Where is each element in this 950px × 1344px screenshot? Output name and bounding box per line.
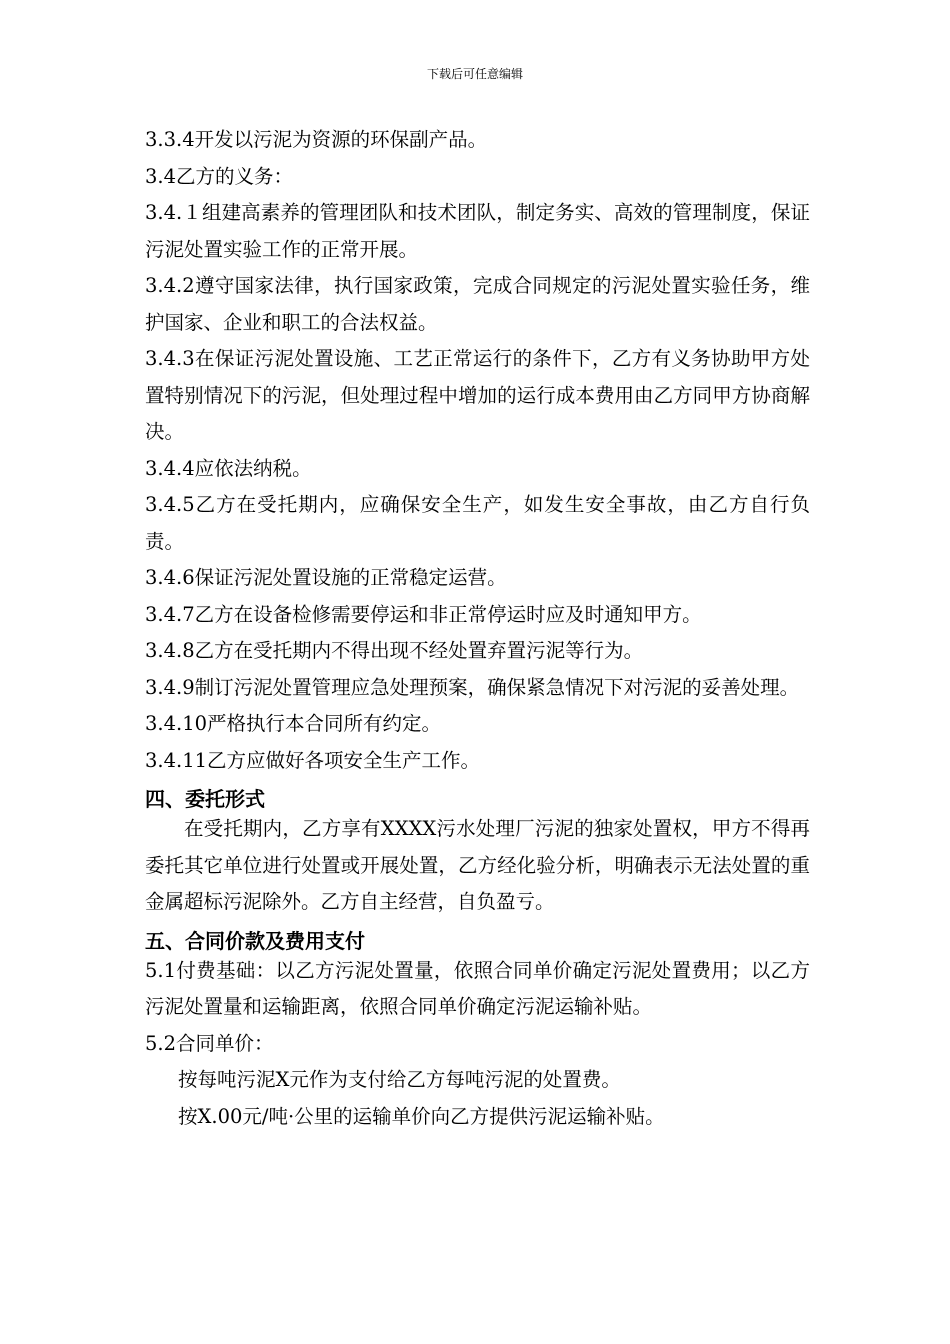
clause-3-4-1: 3.4.１组建高素养的管理团队和技术团队，制定务实、高效的管理制度，保证污泥处置实验工作的正常开展。 xyxy=(145,201,810,261)
clause-3-4-9: 3.4.9制订污泥处置管理应急处理预案，确保紧急情况下对污泥的妥善处理。 xyxy=(145,675,800,699)
clause-3-4-11: 3.4.11乙方应做好各项安全生产工作。 xyxy=(145,748,481,772)
clause-3-4-3: 3.4.3在保证污泥处置设施、工艺正常运行的条件下，乙方有义务协助甲方处置特别情况下的污泥，但处理过程中增加的运行成本费用由乙方同甲方协商解决。 xyxy=(145,347,810,443)
clause-3-4-8: 3.4.8乙方在受托期内不得出现不经处置弃置污泥等行为。 xyxy=(145,639,644,662)
clause-3-4-4: 3.4.4应依法纳税。 xyxy=(145,456,312,480)
clause-3-4-10: 3.4.10严格执行本合同所有约定。 xyxy=(145,712,442,735)
page-header: 下载后可任意编辑 xyxy=(426,67,523,81)
clause-5-2: 5.2合同单价： xyxy=(145,1031,274,1055)
clause-5-2-item-2: 按X.00元/吨·公里的运输单价向乙方提供污泥运输补贴。 xyxy=(178,1104,665,1128)
section-4-body: 在受托期内，乙方享有XXXX污水处理厂污泥的独家处置权，甲方不得再委托其它单位进行处置或开展处置，乙方经化验分析，明确表示无法处置的重金属超标污泥除外。乙方自主经营，自负盈亏。 xyxy=(145,817,810,913)
clause-5-2-item-1: 按每吨污泥X元作为支付给乙方每吨污泥的处置费。 xyxy=(178,1068,621,1091)
section-4-heading: 四、委托形式 xyxy=(145,787,265,811)
clause-3-4-2: 3.4.2遵守国家法律，执行国家政策，完成合同规定的污泥处置实验任务，维护国家、企业和职工的合法权益。 xyxy=(145,274,810,334)
section-5-heading: 五、合同价款及费用支付 xyxy=(145,928,365,953)
clause-3-4-5: 3.4.5乙方在受托期内，应确保安全生产，如发生安全事故，由乙方自行负责。 xyxy=(145,493,810,553)
clause-3-4-heading: 3.4乙方的义务： xyxy=(145,164,294,188)
clause-5-1: 5.1付费基础：以乙方污泥处置量，依照合同单价确定污泥处置费用；以乙方污泥处置量和运输距离，依照合同单价确定污泥运输补贴。 xyxy=(145,958,810,1018)
clause-3-4-6: 3.4.6保证污泥处置设施的正常稳定运营。 xyxy=(145,566,507,589)
clause-3-3-4: 3.3.4开发以污泥为资源的环保副产品。 xyxy=(145,128,488,151)
document-body xyxy=(145,122,810,1135)
clause-3-4-7: 3.4.7乙方在设备检修需要停运和非正常停运时应及时通知甲方。 xyxy=(145,602,702,626)
